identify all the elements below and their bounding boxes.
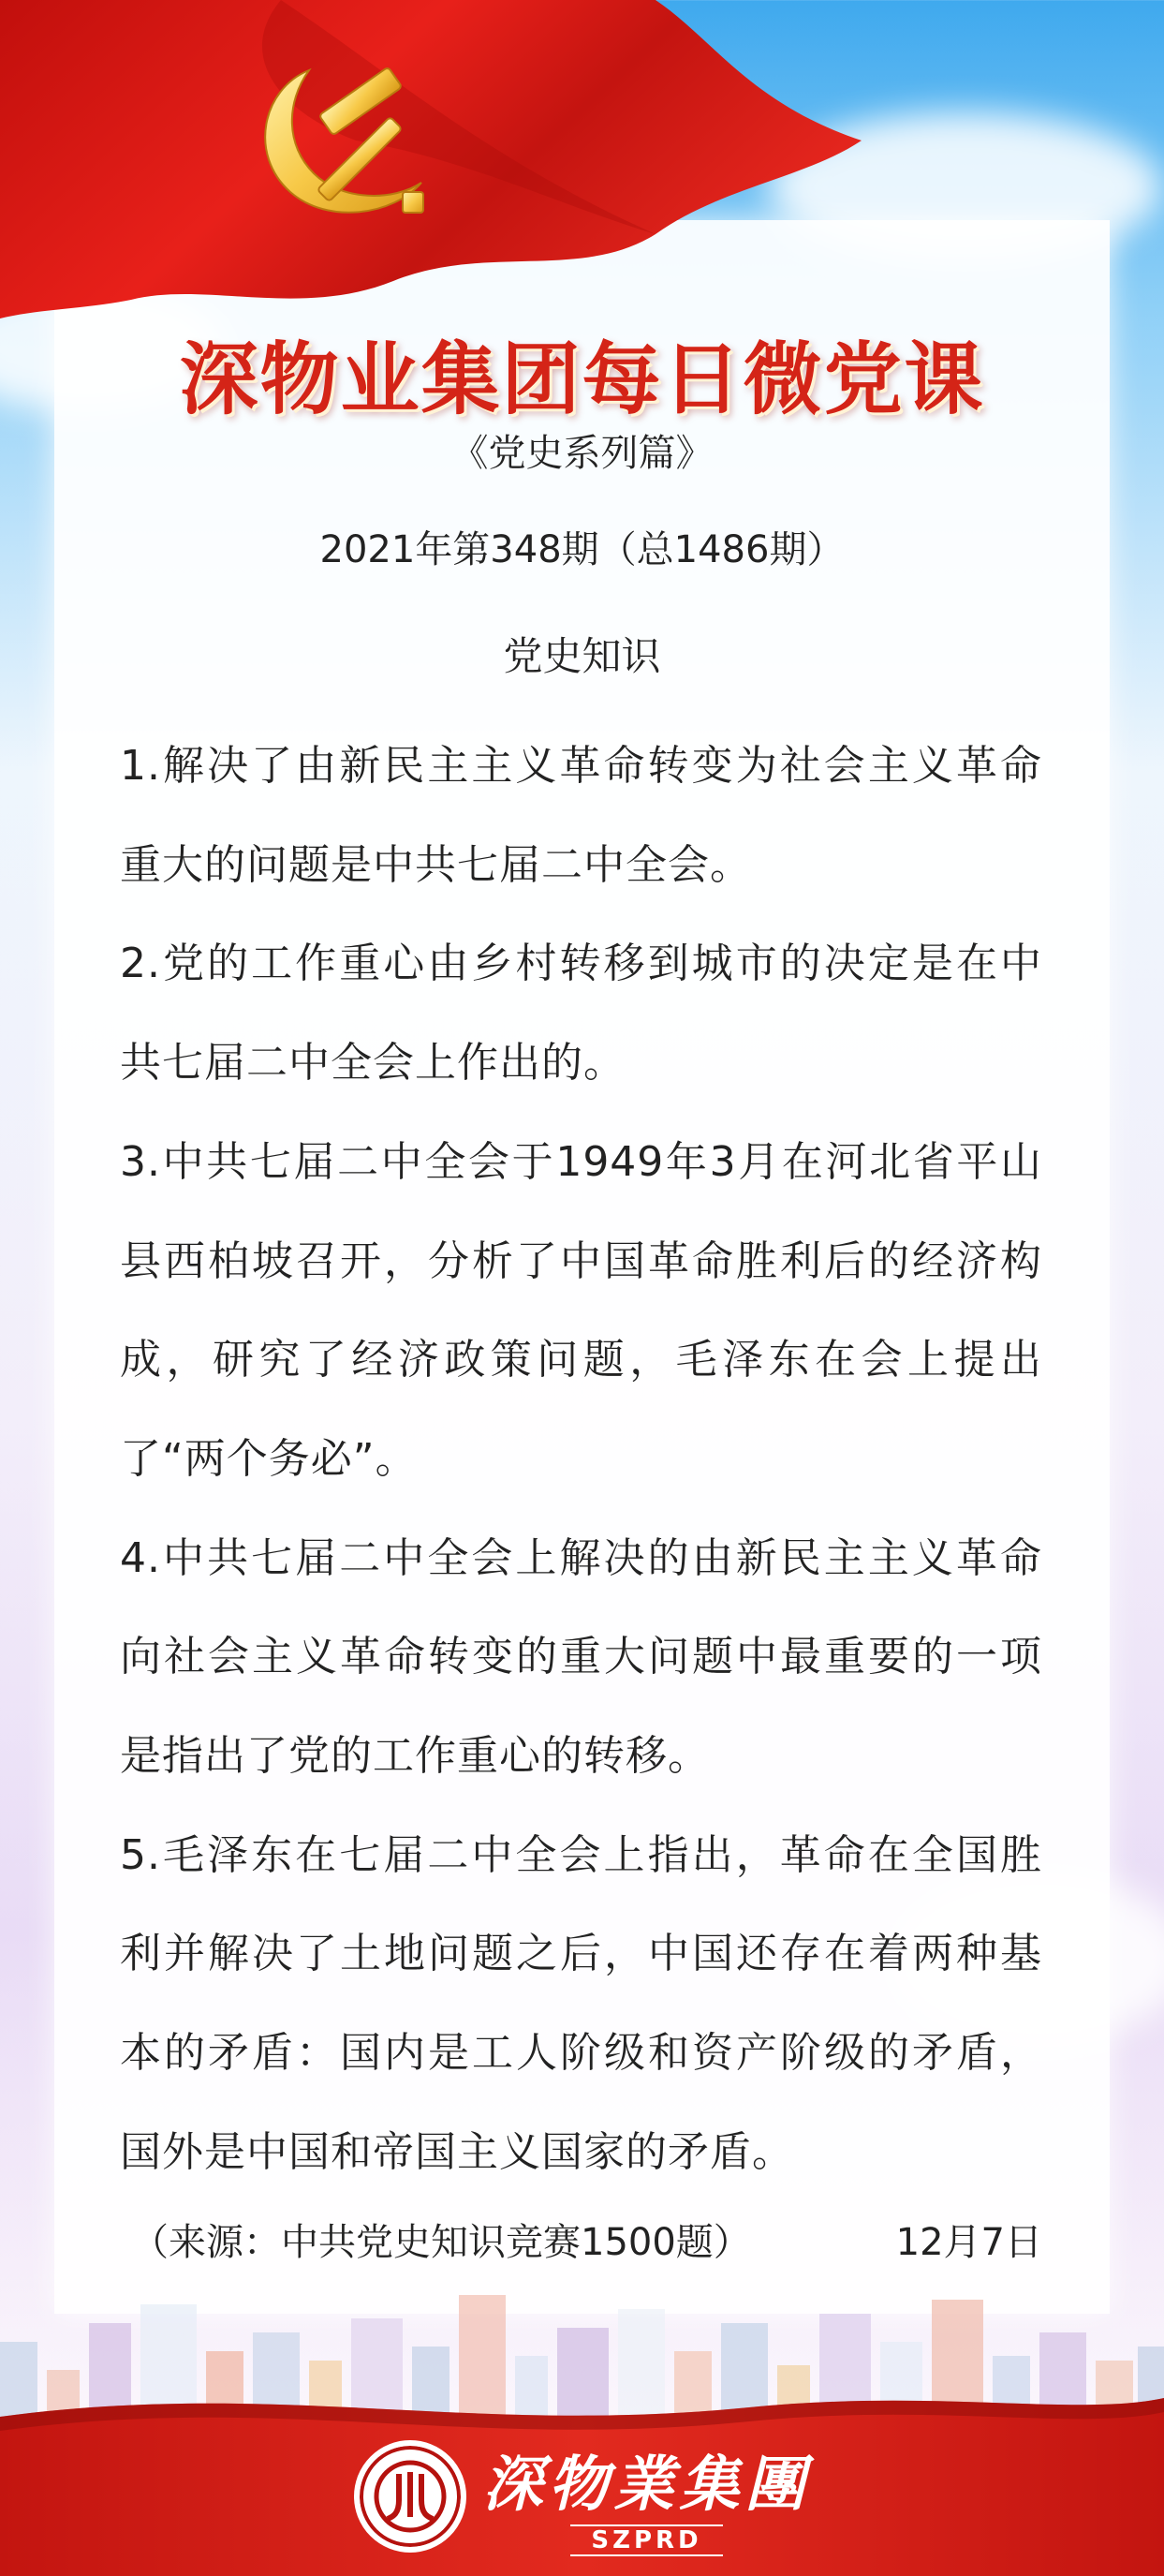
list-item: 5.毛泽东在七届二中全会上指出，革命在全国胜利并解决了土地问题之后，中国还存在着两种基本的矛盾：国内是工人阶级和资产阶级的矛盾，国外是中国和帝国主义国家的矛盾。: [120, 1830, 1042, 2176]
page-title: 深物业集团每日微党课: [179, 333, 985, 425]
brand-text: [483, 2436, 811, 2556]
brand-name: 深物業集團: [482, 2450, 811, 2520]
source-note: （来源：中共党史知识竞赛1500题）: [131, 2221, 751, 2264]
brand-english: SZPRD: [570, 2524, 722, 2556]
publish-date: 12月7日: [895, 2221, 1042, 2264]
list-item: 2.党的工作重心由乡村转移到城市的决定是在中共七届二中全会上作出的。: [120, 940, 1042, 1088]
party-flag: [0, 0, 880, 337]
section-heading: 党史知识: [503, 633, 661, 679]
company-emblem-icon: [354, 2440, 466, 2553]
series-subtitle: 《党史系列篇》: [450, 432, 714, 475]
knowledge-list: [120, 717, 1042, 2202]
list-item: 1.解决了由新民主主义革命转变为社会主义革命重大的问题是中共七届二中全会。: [120, 742, 1042, 889]
brand-logo: [0, 2435, 1164, 2557]
issue-number: 2021年第348期（总1486期）: [319, 528, 845, 571]
list-item: 4.中共七届二中全会上解决的由新民主主义革命向社会主义革命转变的重大问题中最重要的一项是指出了党的工作重心的转移。: [120, 1533, 1042, 1781]
list-item: 3.中共七届二中全会于1949年3月在河北省平山县西柏坡召开，分析了中国革命胜利后的经济构成，研究了经济政策问题，毛泽东在会上提出了“两个务必”。: [120, 1137, 1042, 1483]
